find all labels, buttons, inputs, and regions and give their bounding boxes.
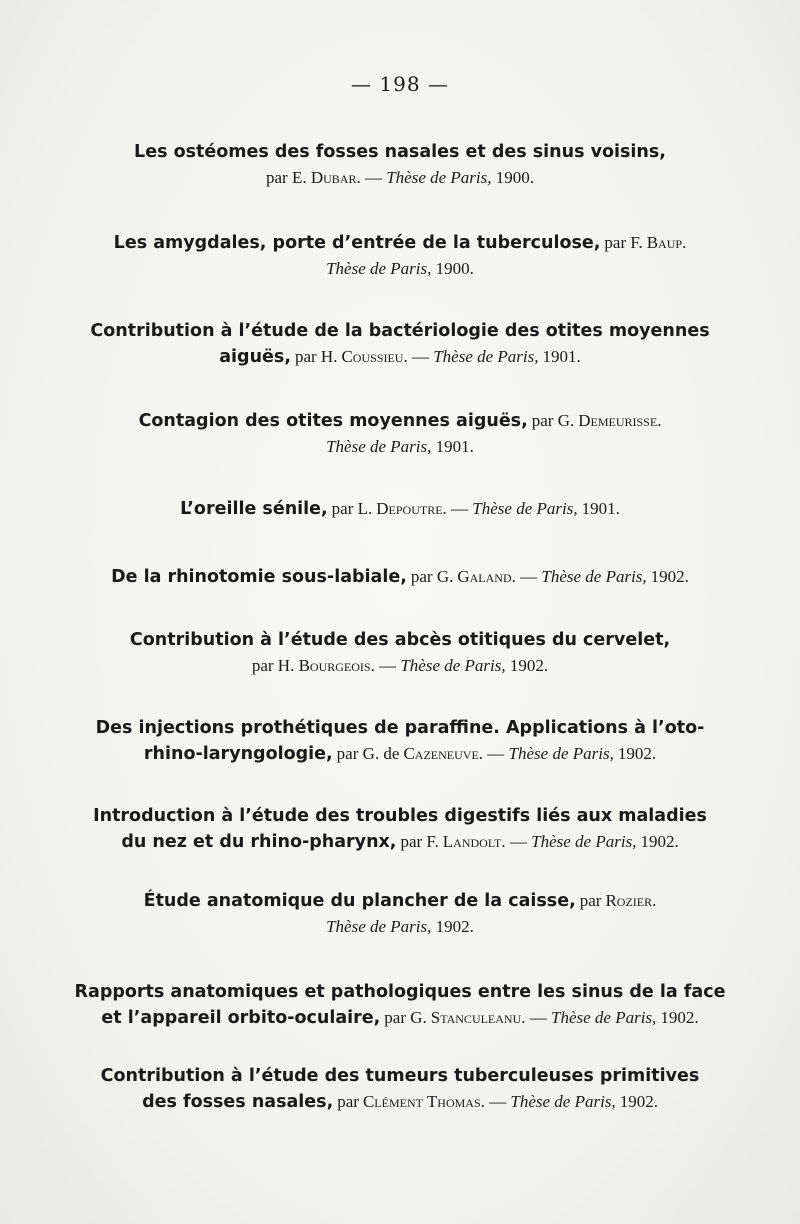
entry-these: Thèse de Paris,: [326, 259, 432, 278]
entry-separator: . —: [442, 499, 473, 518]
entry-these: Thèse de Paris,: [386, 168, 492, 187]
entry-par: par F.: [400, 832, 439, 851]
entry-separator: . —: [480, 1092, 511, 1111]
entry-par: par G.: [384, 1008, 427, 1027]
entry-these: Thèse de Paris,: [508, 744, 614, 763]
entry-these: Thèse de Paris,: [433, 347, 539, 366]
entry-year: 1900.: [435, 259, 474, 278]
entry-author: Rozier: [605, 891, 653, 910]
bibliography-entry: [60, 496, 740, 522]
entry-par: par G.: [410, 567, 454, 586]
bibliography-entry: [60, 408, 740, 459]
bibliography-entry: [60, 230, 740, 281]
entry-title-continued: et l’appareil orbito-oculaire,: [101, 1008, 381, 1028]
entry-these: Thèse de Paris,: [472, 499, 578, 518]
entry-title-continued: du nez et du rhino-pharynx,: [121, 832, 397, 852]
entry-author: Depoutre: [376, 499, 443, 518]
entry-year: 1902.: [509, 656, 549, 675]
entry-title: De la rhinotomie sous-labiale,: [111, 567, 407, 587]
entry-these: Thèse de Paris,: [400, 656, 506, 675]
entry-par: par H.: [251, 656, 295, 675]
entry-title: Les amygdales, porte d’entrée de la tuberculose,: [113, 233, 601, 253]
bibliography-entry: [60, 319, 740, 370]
entry-separator: . —: [478, 744, 509, 763]
entry-author: Landolt: [442, 832, 502, 851]
entry-par: par H.: [294, 347, 338, 366]
entry-year: 1902.: [435, 917, 474, 936]
entry-par: par E.: [265, 168, 307, 187]
entry-separator: . —: [521, 1008, 552, 1027]
bibliography-entry: [60, 1064, 740, 1115]
bibliography-entry: [60, 980, 740, 1031]
entry-author: Clément Thomas: [362, 1092, 481, 1111]
bibliography-entry: [60, 716, 740, 767]
entry-year: 1900.: [495, 168, 534, 187]
entry-title: Introduction à l’étude des troubles digestifs liés aux maladies: [93, 806, 707, 826]
entry-par: par: [579, 891, 602, 910]
entry-these: Thèse de Paris,: [541, 567, 647, 586]
entry-these: Thèse de Paris,: [551, 1008, 657, 1027]
entry-title: Contribution à l’étude de la bactériologie des otites moyennes: [90, 321, 710, 341]
entry-par: par G. de: [336, 744, 400, 763]
entry-year: 1901.: [542, 347, 581, 366]
entry-title: Étude anatomique du plancher de la caisse,: [143, 891, 576, 911]
entry-year: 1901.: [581, 499, 620, 518]
entry-year: 1902.: [660, 1008, 699, 1027]
entry-separator: .: [652, 891, 657, 910]
entry-author: Dubar: [310, 168, 357, 187]
entry-author: Baup: [646, 233, 683, 252]
entry-title: Contribution à l’étude des abcès otitiques du cervelet,: [129, 630, 671, 650]
entry-author: Cazeneuve: [403, 744, 479, 763]
page-number: — 198 —: [351, 72, 449, 96]
entry-title: Contribution à l’étude des tumeurs tuberculeuses primitives: [100, 1066, 700, 1086]
entry-separator: . —: [511, 567, 542, 586]
entry-title: L’oreille sénile,: [180, 499, 328, 519]
entry-title: Des injections prothétiques de paraffine. Applications à l’oto-: [95, 718, 705, 738]
entry-these: Thèse de Paris,: [326, 437, 432, 456]
entry-separator: . —: [403, 347, 434, 366]
entry-separator: . —: [370, 656, 401, 675]
entry-title: Contagion des otites moyennes aiguës,: [138, 411, 528, 431]
entry-these: Thèse de Paris,: [326, 917, 432, 936]
entry-these: Thèse de Paris,: [531, 832, 637, 851]
entry-author: Galand: [457, 567, 512, 586]
entry-separator: .: [657, 411, 662, 430]
entry-title: Les ostéomes des fosses nasales et des sinus voisins,: [134, 142, 666, 162]
entry-author: Coussieu: [341, 347, 404, 366]
entry-separator: . —: [356, 168, 387, 187]
entry-separator: .: [682, 233, 687, 252]
entry-year: 1902.: [650, 567, 689, 586]
bibliography-entry: [60, 888, 740, 939]
entry-year: 1901.: [435, 437, 474, 456]
entry-title: Rapports anatomiques et pathologiques entre les sinus de la face: [74, 982, 726, 1002]
entry-year: 1902.: [619, 1092, 658, 1111]
entry-par: par F.: [604, 233, 643, 252]
entry-year: 1902.: [617, 744, 657, 763]
bibliography-entry: [60, 804, 740, 855]
entry-title-continued: aiguës,: [219, 347, 291, 367]
entry-year: 1902.: [640, 832, 679, 851]
bibliography-entry: [60, 140, 740, 190]
entry-par: par L.: [331, 499, 373, 518]
entry-title-continued: rhino-laryngologie,: [143, 744, 333, 764]
entry-author: Stanculeanu: [430, 1008, 522, 1027]
entry-author: Bourgeois: [298, 656, 371, 675]
entry-par: par: [337, 1092, 359, 1111]
bibliography-entry: [60, 564, 740, 590]
bibliography-entry: [60, 628, 740, 678]
entry-title-continued: des fosses nasales,: [142, 1092, 334, 1112]
entry-separator: . —: [501, 832, 532, 851]
entry-these: Thèse de Paris,: [510, 1092, 616, 1111]
entry-par: par G.: [531, 411, 575, 430]
entry-author: Demeurisse: [578, 411, 658, 430]
